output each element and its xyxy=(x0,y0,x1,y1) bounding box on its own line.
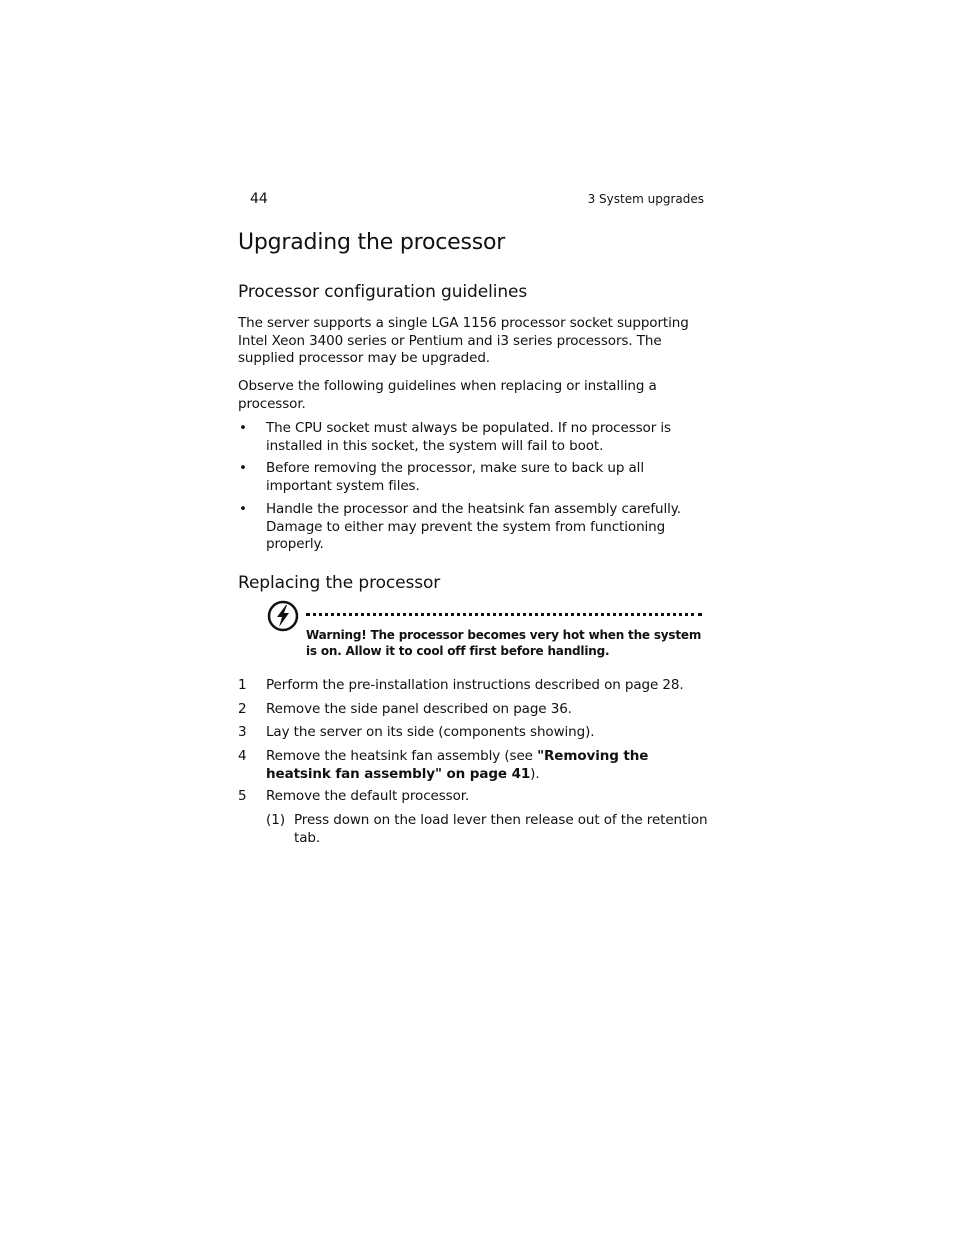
step-number: 3 xyxy=(238,724,247,740)
bullet-icon: • xyxy=(239,420,247,436)
step-text-lead: Remove the heatsink fan assembly (see xyxy=(266,748,538,764)
step-text: Remove the default processor. xyxy=(266,788,470,804)
page-title: Upgrading the processor xyxy=(238,230,506,255)
section-heading-replacing: Replacing the processor xyxy=(238,573,441,593)
warning-lightning-icon xyxy=(267,600,299,632)
step-number: 5 xyxy=(238,788,247,804)
step-text: Remove the side panel described on page 36. xyxy=(266,701,572,717)
substep-number: (1) xyxy=(266,812,286,828)
step-text: Lay the server on its side (components showing). xyxy=(266,724,595,740)
warning-note: Warning! The processor becomes very hot when the system is on. Allow it to cool off first before handling. xyxy=(306,628,702,658)
step-text xyxy=(266,748,708,783)
list-item: Handle the processor and the heatsink fan assembly carefully. Damage to either may prevent the system from functioning properly. xyxy=(266,501,681,552)
list-item: Before removing the processor, make sure to back up all important system files. xyxy=(266,460,644,494)
bullet-icon: • xyxy=(239,501,247,517)
step-number: 1 xyxy=(238,677,247,693)
section-heading-guidelines: Processor configuration guidelines xyxy=(238,282,528,302)
substep-text: Press down on the load lever then release out of the retention tab. xyxy=(294,812,708,846)
step-text: Perform the pre-installation instructions described on page 28. xyxy=(266,677,684,693)
bullet-icon: • xyxy=(239,460,247,476)
list-item: The CPU socket must always be populated. If no processor is installed in this socket, the system will fail to boot. xyxy=(266,420,671,454)
step-number: 4 xyxy=(238,748,247,764)
step-text-tail: ). xyxy=(530,765,540,782)
intro-paragraph: The server supports a single LGA 1156 processor socket supporting Intel Xeon 3400 series or Pentium and i3 series processors. The supplied processor may be upgraded. xyxy=(238,315,689,366)
page-number: 44 xyxy=(250,191,268,207)
cross-reference-link[interactable]: "Removing the heatsink fan assembly" on page 41 xyxy=(266,748,649,782)
guidelines-paragraph: Observe the following guidelines when replacing or installing a processor. xyxy=(238,378,657,412)
step-number: 2 xyxy=(238,701,247,717)
running-header: 3 System upgrades xyxy=(587,192,704,206)
warning-divider xyxy=(306,613,702,616)
